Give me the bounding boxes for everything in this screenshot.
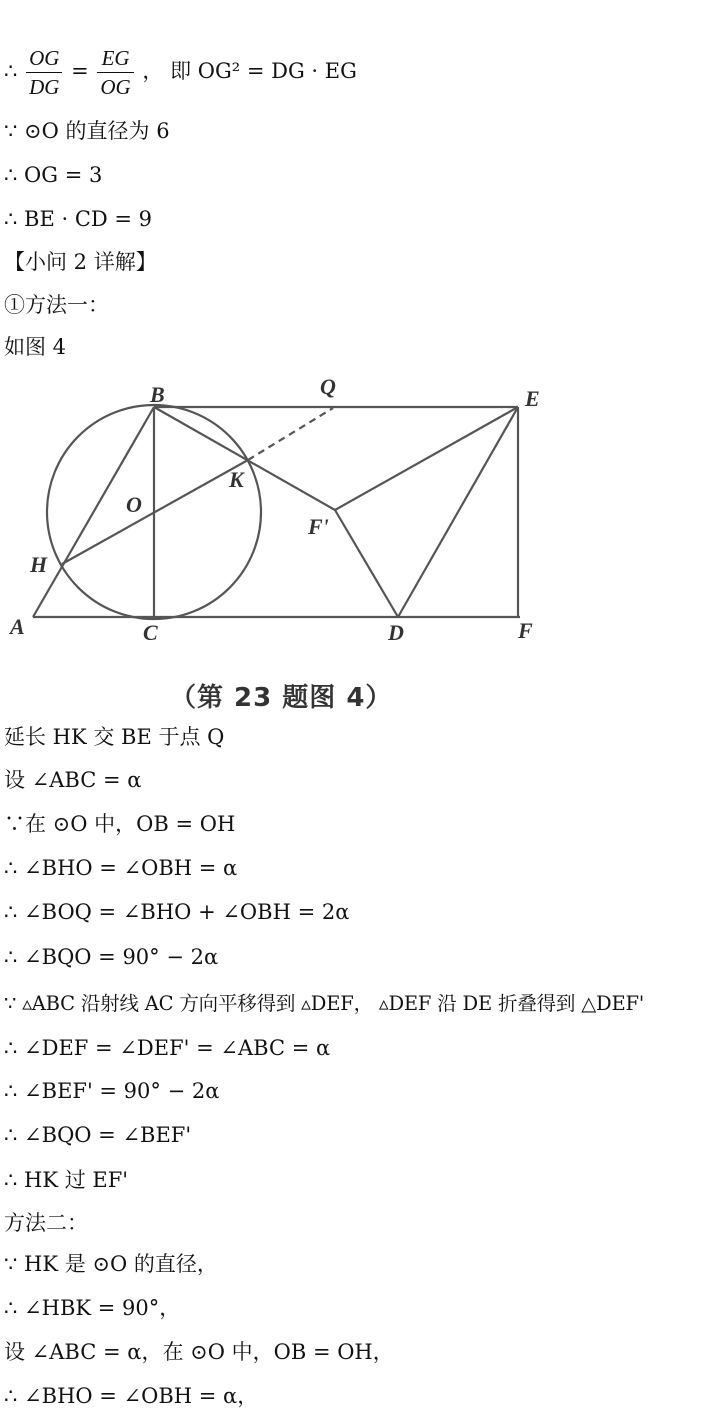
text-line: ∵ ▵ABC 沿射线 AC 方向平移得到 ▵DEF， ▵DEF 沿 DE 折叠得到 △DEF': [4, 992, 644, 1015]
segment-de: [398, 407, 518, 617]
text-line: ①方法一：: [4, 293, 109, 317]
text-line: ∴ BE · CD = 9: [4, 207, 153, 231]
fraction-denominator: DG: [29, 75, 60, 99]
text-line: ∴ ∠BQO = ∠BEF': [4, 1123, 192, 1147]
label-c: C: [143, 620, 158, 645]
text-line: ∴ ∠BOQ = ∠BHO + ∠OBH = 2α: [4, 900, 350, 924]
fraction-denominator: OG: [100, 75, 131, 99]
equals-sign: =: [71, 59, 89, 83]
equation-line-1: [4, 44, 357, 101]
label-d: D: [388, 620, 404, 645]
label-h: H: [30, 552, 48, 577]
therefore-symbol: ∴: [4, 59, 18, 83]
text-line: ∴ ∠BHO = ∠OBH = α: [4, 856, 238, 880]
label-k: K: [229, 467, 244, 492]
text-line: ∴ ∠HBK = 90°，: [4, 1296, 181, 1320]
fraction-numerator: OG: [26, 44, 62, 73]
section-heading: 【小问 2 详解】: [4, 250, 157, 274]
fraction-numerator: EG: [97, 44, 133, 73]
text-line: 方法二：: [4, 1211, 88, 1235]
label-b: B: [150, 382, 165, 407]
text-line: ∵ HK 是 ⊙O 的直径，: [4, 1252, 218, 1276]
text-line: ∴ HK 过 EF': [4, 1168, 129, 1192]
segment-f-prime-d: [335, 510, 398, 617]
segment-bf-prime: [154, 407, 335, 510]
fraction-eg-og: [97, 44, 133, 101]
fraction-og-dg: [26, 44, 62, 101]
dashed-kq: [248, 408, 333, 460]
text-line: 如图 4: [4, 335, 67, 359]
text-line: ∴ ∠DEF = ∠DEF' = ∠ABC = α: [4, 1036, 331, 1060]
text-line: ∴ ∠BHO = ∠OBH = α，: [4, 1384, 259, 1408]
text-line: ∴ OG = 3: [4, 163, 103, 187]
text-line: 设 ∠ABC = α，在 ⊙O 中，OB = OH，: [4, 1340, 394, 1364]
equation-suffix: ， 即 OG² = DG · EG: [142, 59, 357, 83]
text-line: ∵在 ⊙O 中，OB = OH: [4, 812, 236, 836]
text-line: 延长 HK 交 BE 于点 Q: [4, 725, 225, 749]
text-line: ∴ ∠BQO = 90° − 2α: [4, 945, 219, 969]
text-line: 设 ∠ABC = α: [4, 768, 142, 792]
text-line: ∵ ⊙O 的直径为 6: [4, 119, 170, 143]
label-f-prime: F': [308, 514, 329, 539]
label-f: F: [518, 618, 533, 643]
label-e: E: [525, 386, 540, 411]
geometry-figure-4: [0, 372, 560, 672]
label-q: Q: [320, 374, 336, 399]
figure-caption: （第 23 题图 4）: [170, 683, 393, 713]
text-line: ∴ ∠BEF' = 90° − 2α: [4, 1079, 220, 1103]
segment-f-prime-e: [335, 407, 518, 510]
label-o: O: [126, 492, 142, 517]
label-a: A: [10, 614, 25, 639]
